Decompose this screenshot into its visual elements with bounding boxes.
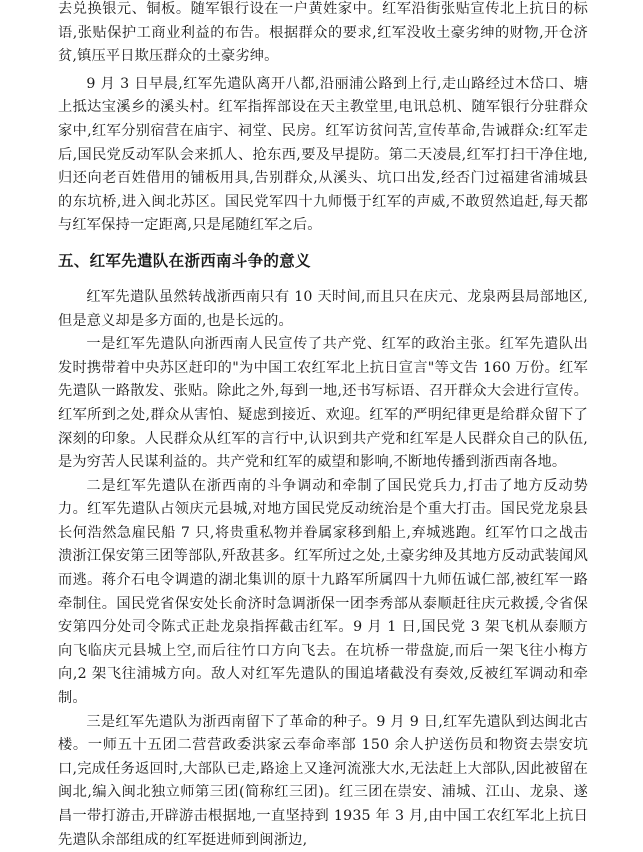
paragraph-sept-3: 9 月 3 日早晨,红军先遣队离开八都,沿丽浦公路到上行,走山路经过木岱口、塘上抵达宝溪乡的溪头村。红军指挥部设在天主教堂里,电讯总机、随军银行分驻群众家中,红军分别宿营在庙宇、祠堂、民房。红军访贫问苦,宣传革命,告诫群众:红军走后,国民党反动军队会来抓人、抢东西,要及早提防。第二天凌晨,红军打扫干净住地,归还向老百姓借用的铺板用具,告别群众,从溪头、坑口出发,经否门过福建省浦城县的东坑桥,进入闽北苏区。国民党军四十九师慑于红军的声威,不敢贸然追赶,每天都与红军保持一定距离,只是尾随红军之后。 <box>58 75 588 234</box>
paragraph-intro: 红军先遣队虽然转战浙西南只有 10 天时间,而且只在庆元、龙泉两县局部地区,但是意义却是多方面的,也是长远的。 <box>58 288 588 329</box>
paragraph-point-one: 一是红军先遣队向浙西南人民宣传了共产党、红军的政治主张。红军先遣队出发时携带着中央苏区赶印的"为中国工农红军北上抗日宣言"等文告 160 万份。红军先遣队一路散发、张贴。除此之外,每到一地,还书写标语、召开群众大会进行宣传。红军所到之处,群众从害怕、疑虑到接近、欢迎。红军的严明纪律更是给群众留下了深刻的印象。人民群众从红军的言行中,认识到共产党和红军是人民群众自己的队伍,是为穷苦人民谋利益的。共产党和红军的威望和影响,不断地传播到浙西南各地。 <box>58 336 588 471</box>
paragraph-point-three: 三是红军先遣队为浙西南留下了革命的种子。9 月 9 日,红军先遣队到达闽北古楼。一师五十五团二营营政委洪家云奉命率部 150 余人护送伤员和物资去崇安坑口,完成任务返回时,大部队已走,路途上又逢河流涨大水,无法赶上大部队,因此被留在闽北,编入闽北独立师第三团(简称红三团)。红三团在崇安、浦城、江山、龙泉、遂昌一带打游击,开辟游击根据地,一直坚持到 1935 年 3 月,由中国工农红军北上抗日先遣队余部组成的红军挺进师到闽浙边, <box>58 713 588 848</box>
paragraph-point-two: 二是红军先遣队在浙西南的斗争调动和牵制了国民党兵力,打击了地方反动势力。红军先遣队占领庆元县城,对地方国民党反动统治是个重大打击。国民党龙泉县长何浩然急雇民船 7 只,将贵重私物并眷属家移到船上,弃城逃跑。红军竹口之战击溃浙江保安第三团等部队,歼敌甚多。红军所过之处,土豪劣绅及其地方反动武装闻风而逃。蒋介石电令调遣的湖北集训的原十九路军所属四十九师伍诚仁部,被红军一路牵制住。国民党省保安处长俞济时急调浙保一团李秀部从泰顺赶往庆元救援,令省保安第四分处司令陈式正赴龙泉指挥截击红军。9 月 1 日,国民党 3 架飞机从泰顺方向飞临庆元县城上空,而后往竹口方向飞去。在坑桥一带盘旋,而后一架飞往小梅方向,2 架飞往浦城方向。敌人对红军先遣队的围追堵截没有奏效,反被红军调动和牵制。 <box>58 477 588 707</box>
document-page <box>58 0 588 852</box>
section-heading: 五、红军先遣队在浙西南斗争的意义 <box>58 251 311 270</box>
paragraph-continued: 去兑换银元、铜板。随军银行设在一户黄姓家中。红军沿街张贴宣传北上抗日的标语,张贴保护工商业利益的布告。根据群众的要求,红军没收土豪劣绅的财物,开仓济贫,镇压平日欺压群众的土豪劣绅。 <box>58 1 588 65</box>
